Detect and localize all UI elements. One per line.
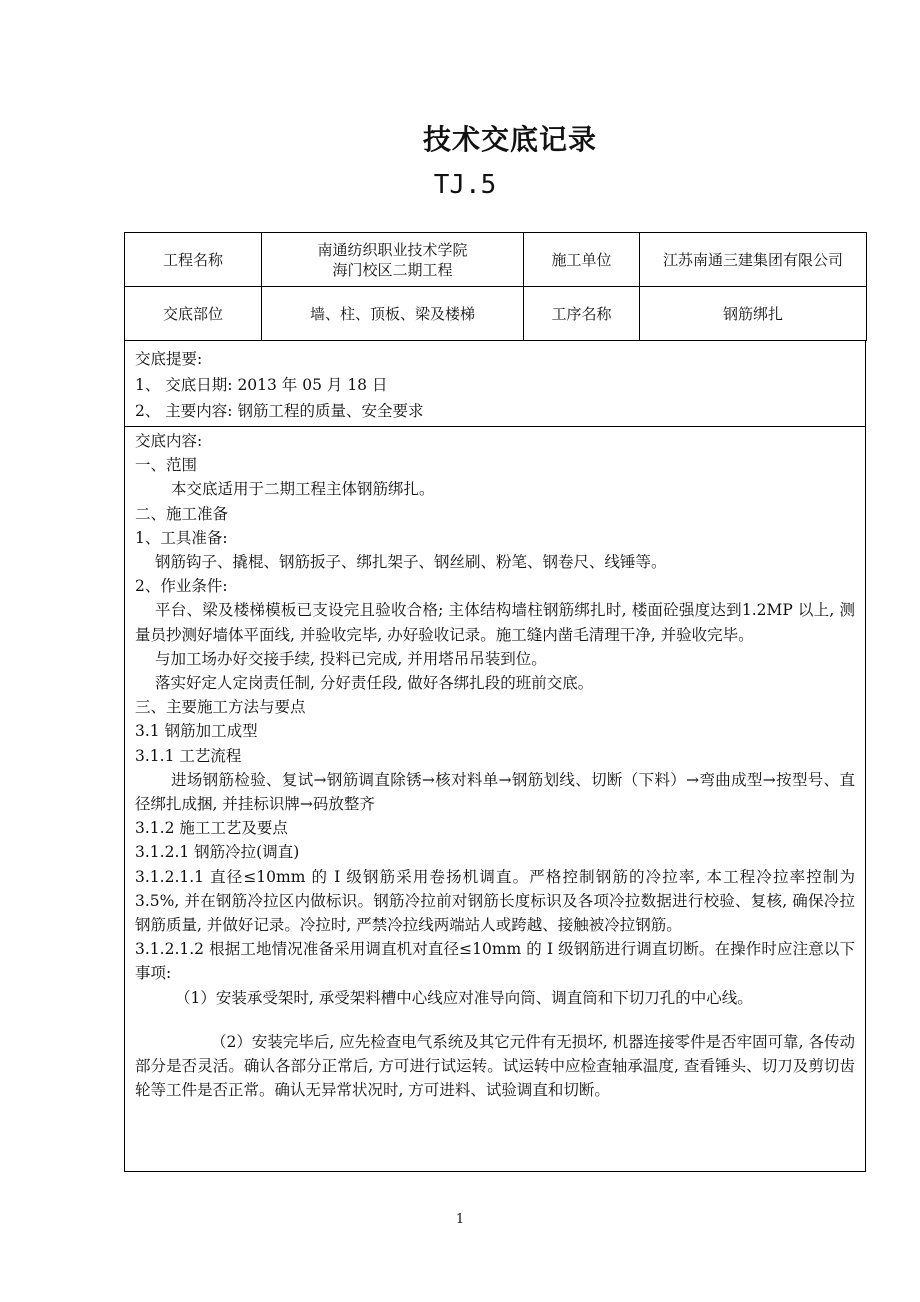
header-table bbox=[124, 232, 867, 341]
section-preparation: 二、施工准备 bbox=[135, 504, 229, 523]
section-methods: 三、主要施工方法与要点 bbox=[135, 698, 306, 717]
document-title: 技术交底记录 bbox=[422, 123, 597, 156]
process-flow-text: 进场钢筋检验、复试→钢筋调直除锈→核对料单→钢筋划线、切断（下料）→弯曲成型→按型号、直径绑扎成捆, 并挂标识牌→码放整齐 bbox=[135, 770, 855, 814]
section-scope: 一、范围 bbox=[135, 456, 198, 475]
summary-item-content: 2、 主要内容: 钢筋工程的质量、安全要求 bbox=[135, 402, 424, 420]
subsection-3-1-2-1: 3.1.2.1 钢筋冷拉(调直) bbox=[135, 843, 300, 862]
tools-text: 钢筋钩子、撬棍、钢筋扳子、绑扎架子、钢丝刷、粉笔、钢卷尺、线锤等。 bbox=[155, 553, 667, 572]
process-value: 钢筋绑扎 bbox=[640, 287, 867, 341]
contractor-value: 江苏南通三建集团有限公司 bbox=[640, 233, 867, 287]
subsection-3-1-2: 3.1.2 施工工艺及要点 bbox=[135, 819, 288, 838]
conditions-heading: 2、作业条件: bbox=[135, 577, 228, 596]
clause-3-1-2-1-2: 3.1.2.1.2 根据工地情况准备采用调直机对直径≤10mm 的 I 级钢筋进行调直切断。在操作时应注意以下事项: bbox=[135, 940, 855, 983]
note-2: （2）安装完毕后, 应先检查电气系统及其它元件有无损坏, 机器连接零件是否牢固可靠, 各传动部分是否灵活。确认各部分正常后, 方可进行试运转。试运转中应检查轴承温度, 查看锤头、切刀及剪切齿轮等工件是否正常。确认无异常状况时, 方可进料、试验调直和切断。 bbox=[135, 1032, 855, 1100]
scope-text: 本交底适用于二期工程主体钢筋绑扎。 bbox=[171, 480, 435, 499]
summary-heading: 交底提要: bbox=[135, 350, 203, 368]
conditions-text-3: 落实好定人定岗责任制, 分好责任段, 做好各绑扎段的班前交底。 bbox=[155, 674, 594, 693]
summary-item-date: 1、 交底日期: 2013 年 05 月 18 日 bbox=[135, 376, 388, 394]
conditions-text-2: 与加工场办好交接手续, 投料已完成, 并用塔吊吊装到位。 bbox=[155, 649, 547, 668]
project-name-value bbox=[262, 233, 524, 287]
contractor-label: 施工单位 bbox=[524, 233, 640, 287]
note-1: （1）安装承受架时, 承受架料槽中心线应对准导向筒、调直筒和下切刀孔的中心线。 bbox=[175, 988, 753, 1007]
document-code: TJ.5 bbox=[433, 170, 497, 200]
project-name-line2: 海门校区二期工程 bbox=[332, 260, 453, 279]
location-value: 墙、柱、顶板、梁及楼梯 bbox=[262, 287, 524, 341]
conditions-text-1: 平台、梁及楼梯模板已支设完且验收合格; 主体结构墙柱钢筋绑扎时, 楼面砼强度达到1.2MP 以上, 测量员抄测好墙体平面线, 并验收完毕, 办好验收记录。施工缝内凿毛清理干净, 并验收完毕。 bbox=[135, 601, 855, 644]
content-section bbox=[124, 427, 866, 1172]
process-label: 工序名称 bbox=[524, 287, 640, 341]
project-name-line1: 南通纺织职业技术学院 bbox=[317, 240, 468, 259]
subsection-3-1: 3.1 钢筋加工成型 bbox=[135, 722, 258, 741]
header-row-project bbox=[125, 233, 867, 287]
page-number: 1 bbox=[455, 1212, 465, 1227]
clause-3-1-2-1-1: 3.1.2.1.1 直径≤10mm 的 I 级钢筋采用卷扬机调直。严格控制钢筋的冷拉率, 本工程冷拉率控制为 3.5%, 并在钢筋冷拉区内做标识。钢筋冷拉前对钢筋长度标识及各项冷拉数据进行校验、复核, 确保冷拉钢筋质量, 并做好记录。冷拉时, 严禁冷拉线两端站人或跨越、接触被冷拉钢筋。 bbox=[135, 867, 855, 935]
content-heading: 交底内容: bbox=[135, 432, 203, 450]
subsection-3-1-1: 3.1.1 工艺流程 bbox=[135, 746, 242, 765]
tools-heading: 1、工具准备: bbox=[135, 528, 228, 547]
summary-section bbox=[124, 340, 866, 427]
header-row-location bbox=[125, 287, 867, 341]
project-name-label: 工程名称 bbox=[125, 233, 262, 287]
location-label: 交底部位 bbox=[125, 287, 262, 341]
